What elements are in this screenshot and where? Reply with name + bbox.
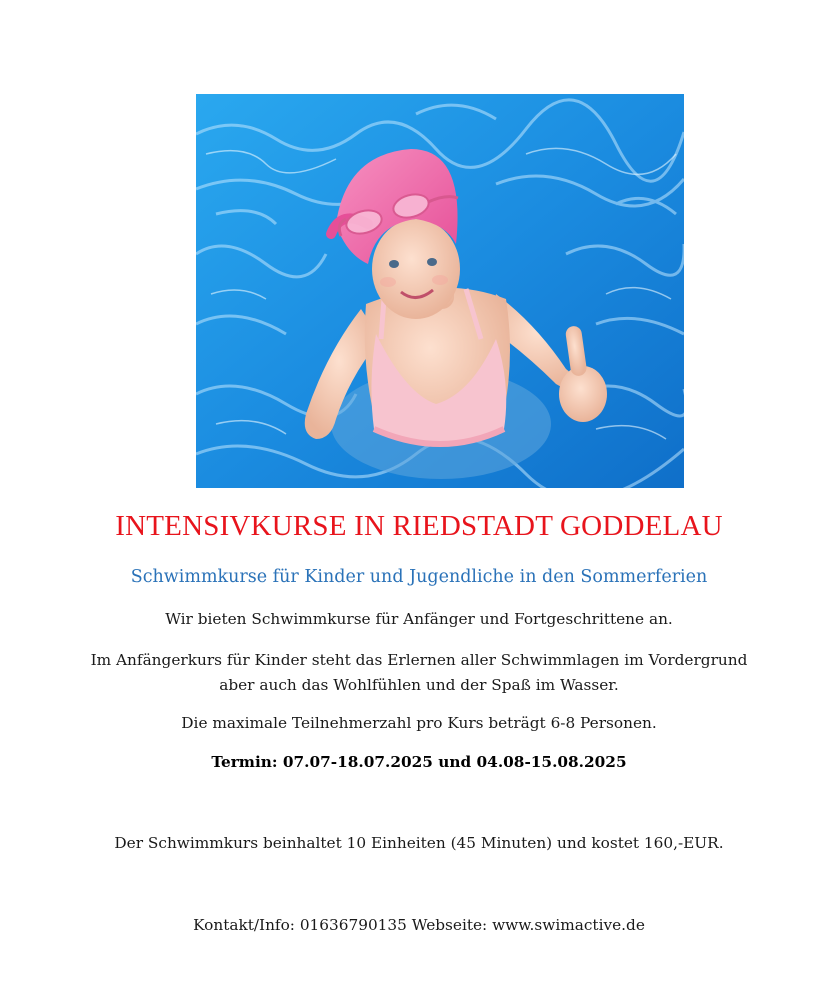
course-dates: Termin: 07.07-18.07.2025 und 04.08-15.08.2025 <box>211 753 627 771</box>
contact-info: Kontakt/Info: 01636790135 Webseite: www.swimactive.de <box>193 916 645 934</box>
beginner-text-line1: Im Anfängerkurs für Kinder steht das Erlernen aller Schwimmlagen im Vordergrund <box>90 651 748 669</box>
beginner-text-line2: aber auch das Wohlfühlen und der Spaß im Wasser. <box>219 676 619 694</box>
price-text: Der Schwimmkurs beinhaltet 10 Einheiten (45 Minuten) und kostet 160,-EUR. <box>114 834 724 852</box>
page-title: INTENSIVKURSE IN RIEDSTADT GODDELAU <box>115 510 723 542</box>
subtitle: Schwimmkurse für Kinder und Jugendliche in den Sommerferien <box>130 567 708 587</box>
max-participants-text: Die maximale Teilnehmerzahl pro Kurs beträgt 6-8 Personen. <box>181 714 657 732</box>
offer-text: Wir bieten Schwimmkurse für Anfänger und Fortgeschrittene an. <box>165 610 673 628</box>
child-swimmer-photo <box>196 94 684 488</box>
